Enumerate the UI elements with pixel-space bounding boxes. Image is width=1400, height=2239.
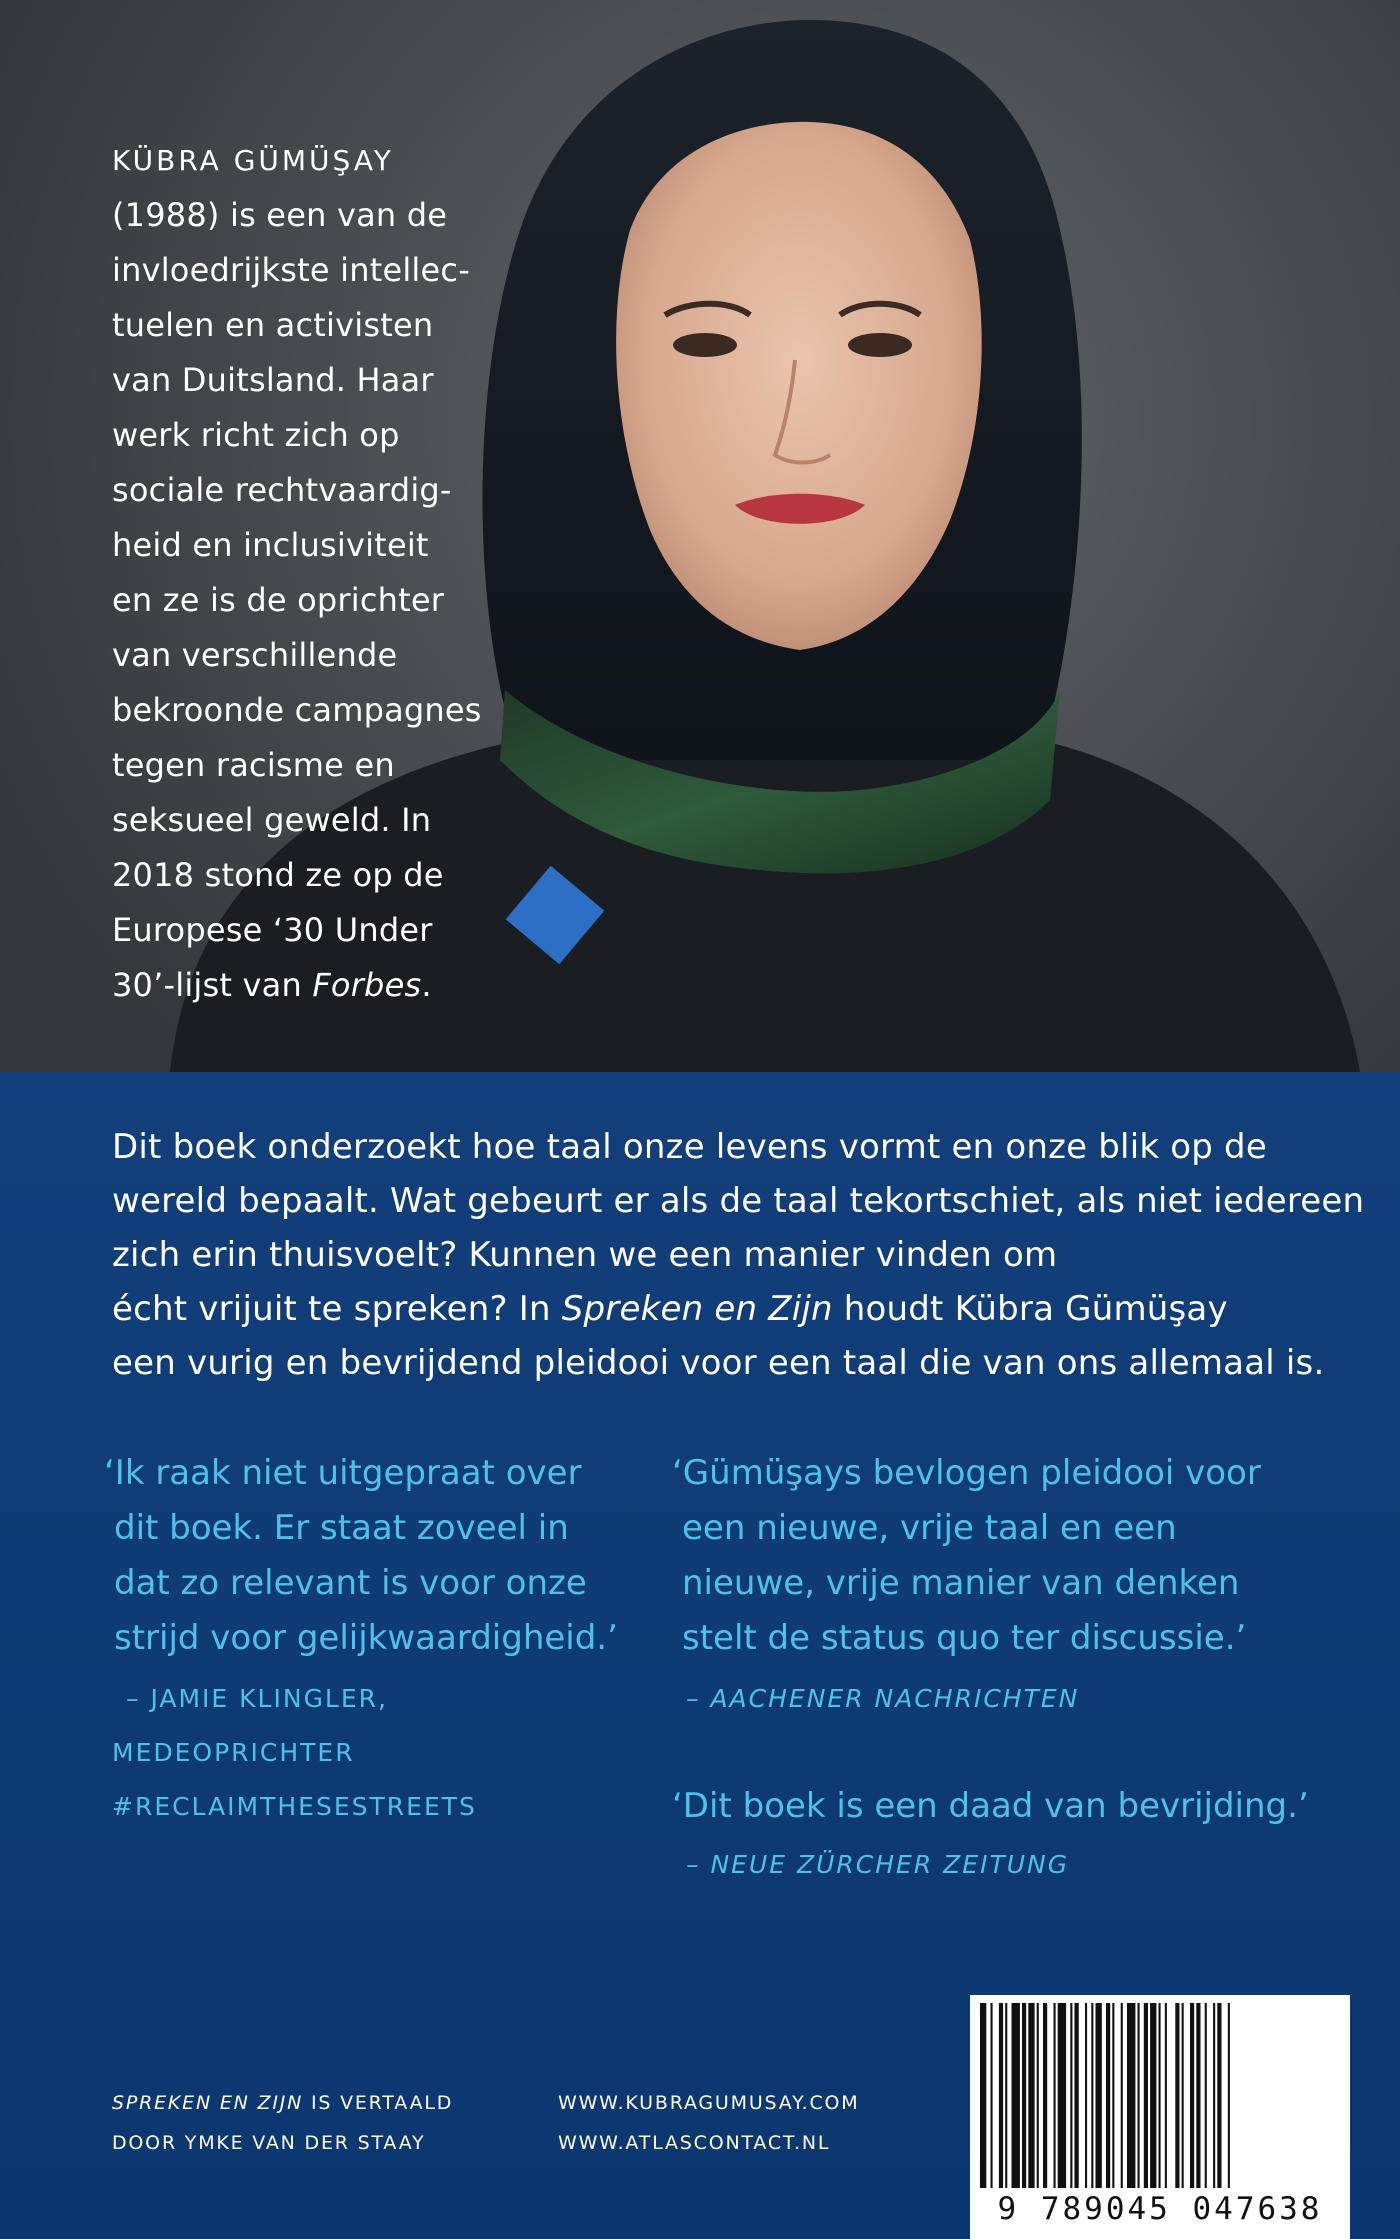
barcode-bar	[1106, 2003, 1110, 2188]
quote-line: een nieuwe, vrije taal en een	[682, 1508, 1177, 1548]
barcode-bar	[1112, 2003, 1114, 2188]
barcode-bars	[970, 1995, 1350, 2195]
bio-line: sociale rechtvaardig-	[112, 471, 452, 509]
bio-last-line	[112, 958, 492, 1013]
blurb-line: Dit boek onderzoekt hoe taal onze levens vormt en onze blik op de	[112, 1127, 1267, 1167]
barcode-bar	[1144, 2003, 1148, 2188]
bio-line: invloedrijkste intellec-	[112, 251, 470, 289]
bio-line: bekroonde campagnes	[112, 691, 482, 729]
bio-line: (1988) is een van de	[112, 196, 448, 234]
quote-left	[104, 1446, 618, 1666]
barcode-bar	[1121, 2003, 1123, 2188]
quote-left-attribution	[112, 1672, 477, 1834]
attribution-line: MEDEOPRICHTER	[112, 1738, 355, 1767]
bio-line: Europese ‘30 Under	[112, 911, 433, 949]
bio-last-suffix: .	[421, 966, 432, 1004]
barcode-bar	[1190, 2003, 1194, 2188]
barcode-bar	[1165, 2003, 1167, 2188]
translator-line: DOOR YMKE VAN DER STAAY	[112, 2132, 426, 2154]
barcode-bar	[1175, 2003, 1179, 2188]
quote-line: strijd voor gelijkwaardigheid.’	[114, 1618, 618, 1658]
website-publisher: WWW.ATLASCONTACT.NL	[558, 2132, 831, 2154]
barcode-bar	[1012, 2003, 1020, 2188]
left-eye	[673, 333, 737, 357]
quote-line: dat zo relevant is voor onze	[114, 1563, 587, 1603]
barcode-bar	[1138, 2003, 1140, 2188]
barcode-bar	[1182, 2003, 1184, 2188]
bio-line: seksueel geweld. In	[112, 801, 432, 839]
blurb-line: zich erin thuisvoelt? Kunnen we een manier vinden om	[112, 1235, 1058, 1275]
bio-line: heid en inclusiviteit	[112, 526, 429, 564]
quote-line: ‘Gümüşays bevlogen pleidooi voor	[672, 1453, 1261, 1493]
bio-line: van Duitsland. Haar	[112, 361, 434, 399]
barcode-bar	[1075, 2003, 1079, 2188]
blurb-line: een vurig en bevrijdend pleidooi voor een taal die van ons allemaal is.	[112, 1343, 1325, 1383]
barcode-bar	[1037, 2003, 1039, 2188]
barcode-bar	[991, 2003, 993, 2188]
attribution-line: – JAMIE KLINGLER,	[126, 1684, 388, 1713]
barcode-bar	[1196, 2003, 1200, 2188]
bio-line: tuelen en activisten	[112, 306, 434, 344]
barcode-bar	[1217, 2003, 1221, 2188]
quote-line: nieuwe, vrije manier van denken	[682, 1563, 1240, 1603]
credits-rest: IS VERTAALD	[303, 2092, 454, 2114]
author-photo	[0, 0, 1400, 1072]
barcode-bar	[1054, 2003, 1056, 2188]
quote-line: ‘Ik raak niet uitgepraat over	[104, 1453, 582, 1493]
barcode-bar	[1205, 2003, 1207, 2188]
websites	[558, 2083, 859, 2163]
author-bio	[112, 133, 492, 1013]
barcode-bar	[1228, 2003, 1230, 2188]
barcode-bar	[1150, 2003, 1156, 2188]
barcode-bar	[1085, 2003, 1087, 2188]
isbn-number: 9 789045 047638	[997, 2191, 1323, 2227]
bio-line: 2018 stond ze op de	[112, 856, 444, 894]
barcode-bar	[1096, 2003, 1102, 2188]
credits-book-title: SPREKEN EN ZIJN	[112, 2092, 304, 2114]
barcode-bar	[980, 2003, 986, 2188]
barcode-bar	[1091, 2003, 1093, 2188]
bio-forbes: Forbes	[312, 966, 422, 1004]
blurb-book-title: Spreken en Zijn	[561, 1289, 833, 1329]
barcode-bar	[1022, 2003, 1026, 2188]
book-blurb	[112, 1120, 1365, 1390]
isbn-barcode	[970, 1995, 1350, 2239]
quote-line: stelt de status quo ter discussie.’	[682, 1618, 1247, 1658]
blurb-line: wereld bepaalt. Wat gebeurt er als de taal tekortschiet, als niet iedereen	[112, 1181, 1365, 1221]
barcode-bar	[1058, 2003, 1066, 2188]
barcode-bar	[999, 2003, 1003, 2188]
quote-right-short-attribution: – NEUE ZÜRCHER ZEITUNG	[686, 1850, 1070, 1879]
attribution-line: #RECLAIMTHESESTREETS	[112, 1792, 477, 1821]
barcode-bar	[1028, 2003, 1034, 2188]
blurb-prefix: écht vrijuit te spreken? In	[112, 1289, 562, 1329]
translation-credits	[112, 2083, 453, 2163]
quote-line: dit boek. Er staat zoveel in	[114, 1508, 569, 1548]
barcode-bar	[1005, 2003, 1007, 2188]
right-eye	[848, 333, 912, 357]
barcode-bar	[1159, 2003, 1161, 2188]
bio-line: en ze is de oprichter	[112, 581, 445, 619]
barcode-bar	[1070, 2003, 1072, 2188]
quote-right-short: ‘Dit boek is een daad van bevrijding.’	[672, 1786, 1309, 1826]
blurb-line-title	[112, 1282, 1332, 1336]
bio-line: van verschillende	[112, 636, 398, 674]
quote-right-attribution: – AACHENER NACHRICHTEN	[686, 1684, 1080, 1713]
bio-line: tegen racisme en	[112, 746, 395, 784]
blurb-suffix: houdt Kübra Gümüşay	[832, 1289, 1228, 1329]
barcode-bar	[1127, 2003, 1135, 2188]
bio-last-prefix: 30’-lijst van	[112, 966, 313, 1004]
barcode-bar	[1043, 2003, 1047, 2188]
translation-line	[112, 2083, 453, 2123]
barcode-bar	[1213, 2003, 1215, 2188]
website-author: WWW.KUBRAGUMUSAY.COM	[558, 2092, 860, 2114]
author-name: KÜBRA GÜMÜŞAY	[112, 144, 394, 177]
bio-line: werk richt zich op	[112, 416, 400, 454]
quote-right	[672, 1446, 1261, 1666]
